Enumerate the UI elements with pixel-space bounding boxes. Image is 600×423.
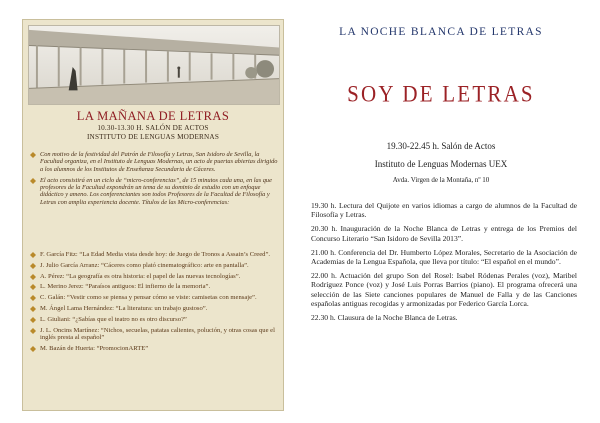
- list-item: [29, 177, 281, 206]
- diamond-bullet-icon: [30, 284, 36, 290]
- venue-time: 19.30-22.45 h. Salón de Actos: [386, 141, 496, 151]
- program-entry: 22.30 h. Clausura de la Noche Blanca de Letras.: [311, 312, 458, 322]
- venue-address: Avda. Virgen de la Montaña, nº 10: [392, 176, 490, 184]
- diamond-bullet-icon: [30, 317, 36, 323]
- intro-paragraph: El acto consistirá en un ciclo de “micro-conferencias”, de 15 minutos cada una, en las que profesores de la Facultad expondrán un tema de su dominio de estudio con un enfoque didáctico y ameno. Los conferenciantes son todos Profesores de la Facultad de Filosofía y Letras con amplia experiencia docente. Títulos de las Micro-conferencias:: [40, 176, 272, 206]
- list-item: [29, 283, 281, 290]
- diamond-bullet-icon: [30, 274, 36, 280]
- talk-title: F. García Fitz: “La Edad Media vista desde hoy: de Juego de Tronos a Assain’s Creed”.: [40, 251, 271, 258]
- intro-list: [29, 151, 281, 210]
- list-item: [29, 345, 281, 352]
- manana-place: INSTITUTO DE LENGUAS MODERNAS: [86, 133, 220, 141]
- building-photo: [28, 25, 280, 105]
- list-item: [29, 262, 281, 269]
- talk-title: L. Merino Jerez: “Paraísos antiguos: El infierno de la memoria”.: [40, 283, 211, 291]
- diamond-bullet-icon: [30, 328, 36, 334]
- diamond-bullet-icon: [30, 252, 36, 258]
- talk-title: C. Galán: “Vestir como se piensa y pensar cómo se viste: camisetas con mensaje”.: [40, 294, 257, 302]
- list-item: [29, 251, 281, 258]
- page-title: SOY DE LETRAS: [347, 81, 535, 107]
- program-item: [311, 224, 577, 243]
- program-entry: 19.30 h. Lectura del Quijote en varios idiomas a cargo de alumnos de la Facultad de Filosofía y Letras.: [311, 201, 577, 220]
- program-entry: 21.00 h. Conferencia del Dr. Humberto López Morales, Secretario de la Asociación de Academias de la Lengua Española, que lleva por título: “El español en el mundo”.: [311, 247, 577, 266]
- program-entry: 22.00 h. Actuación del grupo Son del Rosel: Isabel Ródenas Perales (voz), Maribel Rodríguez Ponce (voz) y José Luis Porras Barrios (piano). El programa ofrecerá una selección de las Siete canciones populares de Manuel de Falla y de las Canciones españolas antiguas recogidas y armonizadas por Federico García Lorca.: [311, 270, 577, 308]
- diamond-bullet-icon: [30, 346, 36, 352]
- manana-panel: [22, 19, 284, 411]
- list-item: [29, 273, 281, 280]
- program-item: [311, 313, 577, 322]
- diamond-bullet-icon: [30, 263, 36, 269]
- manana-title: LA MAÑANA DE LETRAS: [76, 109, 230, 123]
- noche-header: LA NOCHE BLANCA DE LETRAS: [339, 26, 543, 38]
- diamond-bullet-icon: [30, 295, 36, 301]
- program-list: [311, 201, 577, 327]
- venue-institution: Instituto de Lenguas Modernas UEX: [374, 159, 508, 169]
- list-item: [29, 151, 281, 173]
- talk-title: L. Giuliani: “¿Sabías que el teatro no es otro discurso?”: [40, 315, 187, 323]
- talks-list: [29, 251, 281, 355]
- talk-title: M. Ángel Lama Hernández: “La literatura: un trabajo gustoso”.: [40, 304, 208, 312]
- diamond-bullet-icon: [30, 178, 36, 184]
- talk-title: A. Pérez: “La geografía es otra historia: el papel de las nuevas tecnologías”.: [40, 272, 241, 280]
- list-item: [29, 316, 281, 323]
- diamond-bullet-icon: [30, 152, 36, 158]
- intro-paragraph: Con motivo de la festividad del Patrón de Filosofía y Letras, San Isidoro de Sevilla, la Facultad organiza, en el Instituto de Lenguas Modernas, un acto de puertas abiertas dirigido a los alumnos de los Institutos de Enseñanza Secundaria de Cáceres.: [40, 151, 278, 173]
- program-entry: 20.30 h. Inauguración de la Noche Blanca de Letras y entrega de los Premios del Concurso Literario “San Isidoro de Sevilla 2013”.: [311, 224, 577, 243]
- program-item: [311, 271, 577, 308]
- list-item: [29, 305, 281, 312]
- list-item: [29, 294, 281, 301]
- list-item: [29, 327, 281, 342]
- talk-title: M. Bazán de Huerta: “PromocionARTE”: [40, 344, 149, 352]
- manana-hours: 10.30-13.30 H. SALÓN DE ACTOS: [97, 124, 209, 132]
- diamond-bullet-icon: [30, 306, 36, 312]
- program-item: [311, 201, 577, 220]
- talk-title: J. L. Oncins Martínez: “Nichos, secuelas, patatas calientes, polución, y otras cosas que el inglés presta al español”: [40, 326, 275, 341]
- program-item: [311, 248, 577, 267]
- talk-title: J. Julio García Arranz: “Cáceres como plató cinematográfico: arte en pantalla”.: [40, 261, 249, 269]
